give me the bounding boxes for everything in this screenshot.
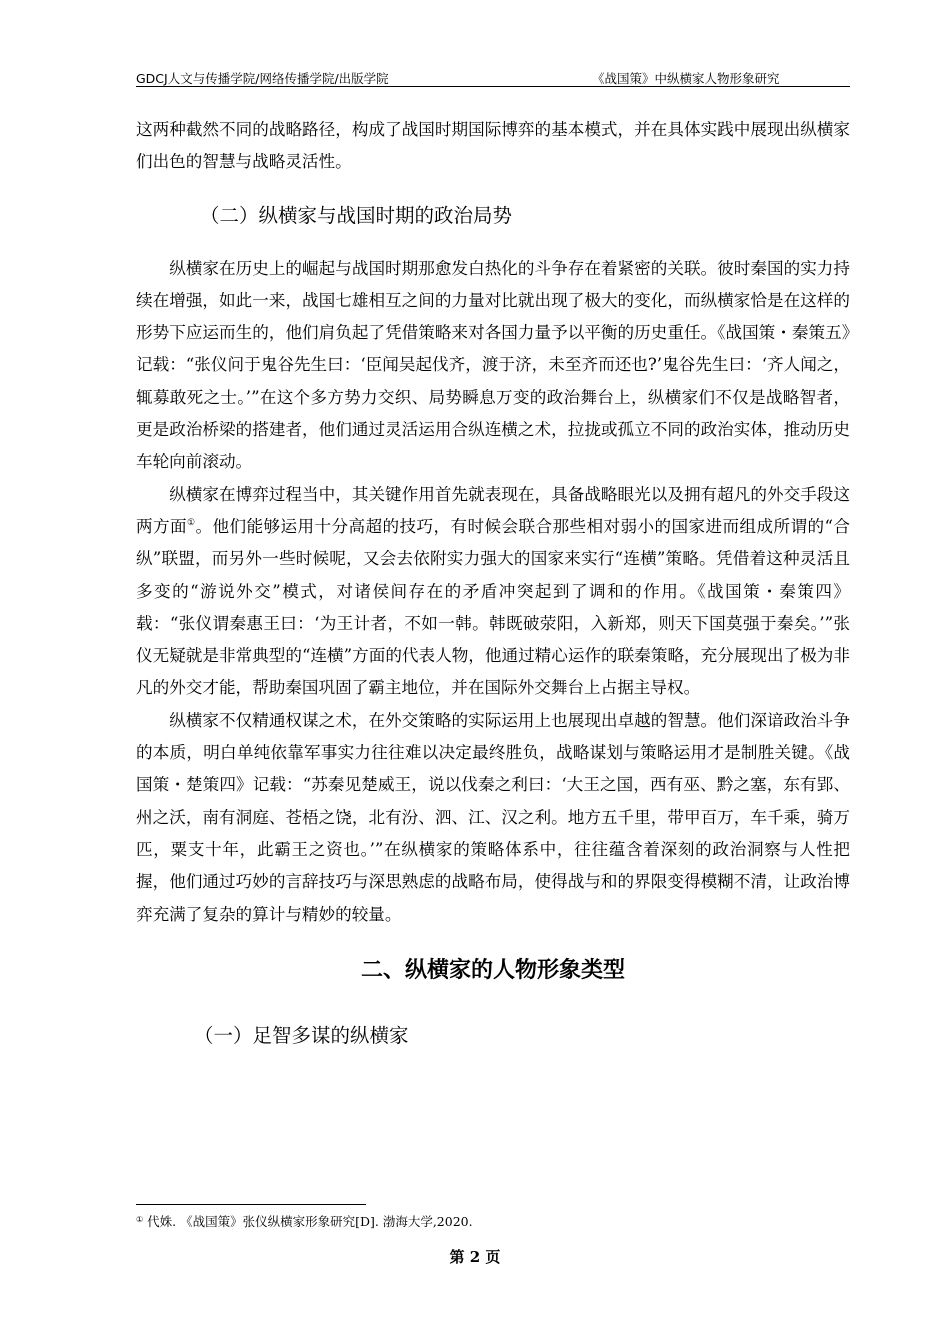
paragraph-text: 纵横家在博弈过程当中，其关键作用首先就表现在，具备战略眼光以及拥有超凡的外交手段这两方面 (136, 484, 850, 536)
main-content (136, 114, 850, 1051)
paragraph: 纵横家在历史上的崛起与战国时期那愈发白热化的斗争存在着紧密的关联。彼时秦国的实力持续在增强，如此一来，战国七雄相互之间的力量对比就出现了极大的变化，而纵横家恰是在这样的形势下应运而生的，他们肩负起了凭借策略来对各国力量予以平衡的历史重任。《战国策・秦策五》记载：“张仪问于鬼谷先生曰：‘臣闻吴起伐齐，渡于济，未至齐而还也?’鬼谷先生曰：‘齐人闻之，辄募敢死之士。’”在这个多方势力交织、局势瞬息万变的政治舞台上，纵横家们不仅是战略智者，更是政治桥梁的搭建者，他们通过灵活运用合纵连横之术，拉拢或孤立不同的政治实体，推动历史车轮向前滚动。 (136, 258, 850, 472)
paragraph-with-footnote (136, 479, 850, 705)
footnote-divider (136, 1204, 366, 1205)
paragraph: 纵横家不仅精通权谋之术，在外交策略的实际运用上也展现出卓越的智慧。他们深谙政治斗争的本质，明白单纯依靠军事实力往往难以决定最终胜负，战略谋划与策略运用才是制胜关键。《战国策・楚策四》记载：“苏秦见楚威王，说以伐秦之利曰：‘大王之国，西有巫、黔之塞，东有郢、州之沃，南有洞庭、苍梧之饶，北有汾、泗、江、汉之利。地方五千里，带甲百万，车千乘，骑万匹，粟支十年，此霸王之资也。’”在纵横家的策略体系中，往往蕴含着深刻的政治洞察与人性把握，他们通过巧妙的言辞技巧与深思熟虑的战略布局，使得战与和的界限变得模糊不清，让政治博弈充满了复杂的算计与精妙的较量。 (136, 710, 850, 924)
page-number: 第 2 页 (449, 1248, 501, 1266)
running-header (136, 66, 850, 87)
footnote-mark: ① (136, 1215, 144, 1224)
footnote-reference[interactable]: ① (187, 517, 196, 528)
section-heading: 二、纵横家的人物形象类型 (360, 957, 625, 983)
subsection-heading: （一）足智多谋的纵横家 (194, 1023, 409, 1047)
header-institution: GDCJ人文与传播学院/网络传播学院/出版学院 (136, 71, 389, 86)
footnote-text: 代姝. 《战国策》张仪纵横家形象研究[D]. 渤海大学,2020. (143, 1214, 473, 1229)
paragraph-continued: 这两种截然不同的战略路径，构成了战国时期国际博弈的基本模式，并在具体实践中展现出纵横家们出色的智慧与战略灵活性。 (136, 120, 850, 172)
footnote (136, 1212, 473, 1230)
paragraph-text: 。他们能够运用十分高超的技巧，有时候会联合那些相对弱小的国家进而组成所谓的“合纵”联盟，而另外一些时候呢，又会去依附实力强大的国家来实行“连横”策略。凭借着这种灵活且多变的“游说外交”模式，对诸侯间存在的矛盾冲突起到了调和的作用。《战国策・秦策四》载：“张仪谓秦惠王曰：‘为王计者，不如一韩。韩既破荥阳，入新郑，则天下国莫强于秦矣。’”张仪无疑就是非常典型的“连横”方面的代表人物，他通过精心运作的联秦策略，充分展现出了极为非凡的外交才能，帮助秦国巩固了霸主地位，并在国际外交舞台上占据主导权。 (136, 516, 851, 698)
header-thesis-title: 《战国策》中纵横家人物形象研究 (592, 71, 780, 86)
subsection-heading: （二）纵横家与战国时期的政治局势 (200, 203, 513, 227)
